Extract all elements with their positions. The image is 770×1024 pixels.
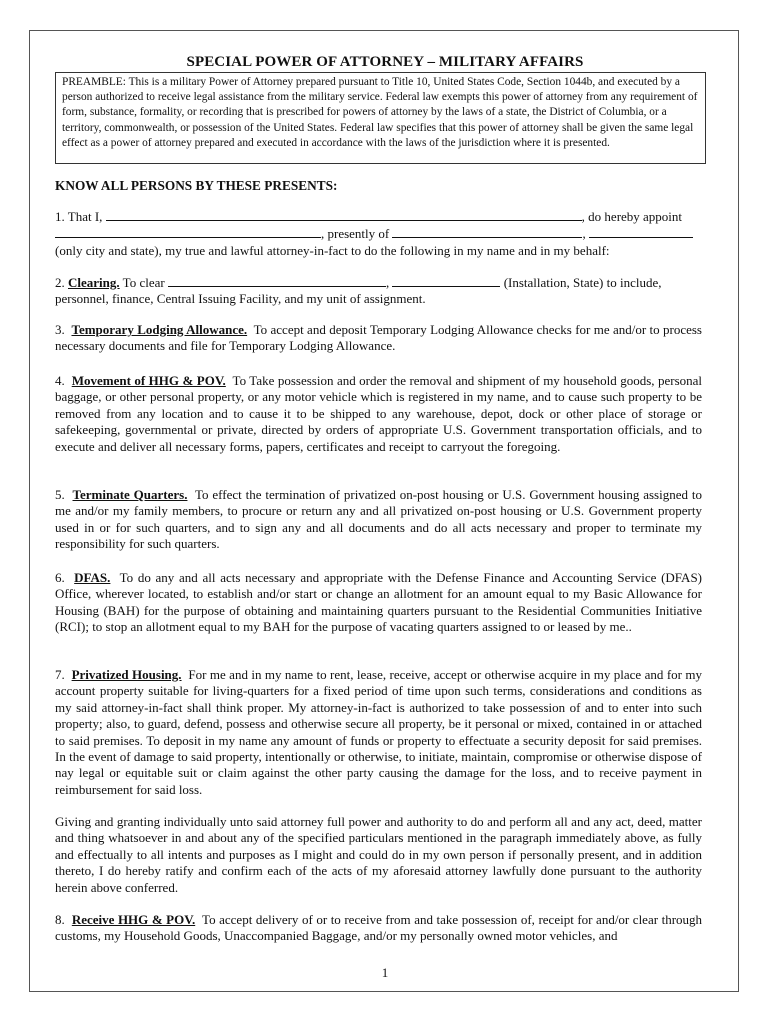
p5-heading: Terminate Quarters. xyxy=(72,487,188,502)
installation-field[interactable] xyxy=(168,274,386,287)
p6-heading: DFAS. xyxy=(74,570,111,585)
p4-text: To Take possession and order the removal and shipment of my household goods, personal baggage, or other personal property, or any motor vehicle which is registered in my name, and to cause such property to be removed from any location and to cause it to be shipped to any warehouse, depot, dock or other place of storage or safekeeping, governmental or private, directed by orders of appropriate U.S. Government transportation officials, and to execute and deliver all necessary forms, papers, certificates and receipt to carryout the foregoing. xyxy=(55,373,703,454)
p8-heading: Receive HHG & POV. xyxy=(71,912,196,927)
p2-text-b: , xyxy=(385,275,390,290)
paragraph-3 xyxy=(55,322,702,355)
p6-number: 6. xyxy=(55,570,65,585)
granting-paragraph: Giving and granting individually unto said attorney full power and authority to do and perform all and any act, deed, matter and thing whatsoever in and about any of the specified particulars mentioned in the paragraph immediately above, as fully and effectually to all intents and purposes as I might and could do in my own person if personally present, and in addition thereto, I do hereby ratify and confirm each of the acts of my aforesaid attorney lawfully done pursuant to the authority herein above conferred. xyxy=(55,814,702,895)
p2-text-c: (Installation, State) to include, xyxy=(503,275,662,290)
paragraph-1-line-2 xyxy=(55,225,702,242)
attorney-city-field[interactable] xyxy=(392,225,582,238)
p4-number: 4. xyxy=(55,373,65,388)
p3-heading: Temporary Lodging Allowance. xyxy=(71,322,248,337)
p5-text: To effect the termination of privatized on-post housing or U.S. Government housing assigned to me and/or my family members, to procure or return any and all privatized on-post housing or U.S. Government property used in or for such quarters, and to sign any and all documents and do all acts necessary and proper to terminate my responsibility for such quarters. xyxy=(55,487,702,552)
p7-text: For me and in my name to rent, lease, receive, accept or otherwise acquire in my place and for my account property suitable for living-quarters for a fixed period of time upon such terms, considerations and conditions as my said attorney-in-fact shall think proper. My attorney-in-fact is authorized to take possession of and to enter into such property; also, to guard, defend, possess and otherwise secure all property, be it personal or mixed, contained in or attached to said premises. To deposit in my name any amount of funds or property to effectuate a security deposit for said premises. In the event of damage to said property, intentionally or otherwise, to initiate, maintain, compromise or otherwise dispose of nay legal or equitable suit or claim against the other party causing the damage for the loss, and to receive payment in reimbursement for said loss. xyxy=(55,667,703,797)
p8-number: 8. xyxy=(55,912,65,927)
state-field[interactable] xyxy=(392,274,500,287)
p3-number: 3. xyxy=(55,322,65,337)
paragraph-2-line-1 xyxy=(55,274,702,291)
paragraph-1-line-3: (only city and state), my true and lawful attorney-in-fact to do the following in my name and in my behalf: xyxy=(55,242,610,258)
know-all-heading: KNOW ALL PERSONS BY THESE PRESENTS: xyxy=(55,178,338,193)
paragraph-4 xyxy=(55,373,702,455)
p1-text-a: 1. That I, xyxy=(55,209,103,224)
paragraph-2 xyxy=(55,274,702,308)
paragraph-2-line-2: personnel, finance, Central Issuing Facility, and my unit of assignment. xyxy=(55,291,426,307)
paragraph-7 xyxy=(55,667,702,798)
p2-text-a: To clear xyxy=(122,275,165,290)
p8-text: To accept delivery of or to receive from and take possession of, receipt for and/or clear through customs, my Household Goods, Unaccompanied Baggage, and/or my personally owned motor vehicles, and xyxy=(55,912,703,944)
page-number: 1 xyxy=(381,965,389,980)
p7-number: 7. xyxy=(55,667,65,682)
attorney-name-field[interactable] xyxy=(55,225,321,238)
paragraph-8 xyxy=(55,912,702,945)
p7-heading: Privatized Housing. xyxy=(71,667,182,682)
grantor-name-field[interactable] xyxy=(106,208,582,221)
p3-text: To accept and deposit Temporary Lodging Allowance checks for me and/or to process necessary documents and file for Temporary Lodging Allowance. xyxy=(55,322,702,354)
p1-text-b: , do hereby appoint xyxy=(581,209,683,224)
p1-text-c: , presently of xyxy=(321,226,390,242)
p4-heading: Movement of HHG & POV. xyxy=(71,373,226,388)
p5-number: 5. xyxy=(55,487,65,502)
p1-text-d: , xyxy=(582,226,586,242)
p2-heading: Clearing. xyxy=(68,275,120,290)
preamble-box: PREAMBLE: This is a military Power of Attorney prepared pursuant to Title 10, United States Code, Section 1044b, and executed by a person authorized to receive legal assistance from the military service. Federal law exempts this power of attorney from any requirement of form, substance, formality, or recording that is prescribed for powers of attorney by the laws of a state, the District of Columbia, or a territory, commonwealth, or possession of the United States. Federal law specifies that this power of attorney shall be given the same legal effect as a power of attorney prepared and executed in accordance with the laws of the jurisdiction where it is presented. xyxy=(55,72,706,164)
attorney-state-field[interactable] xyxy=(589,225,693,238)
paragraph-6 xyxy=(55,570,702,636)
p2-number: 2. xyxy=(55,275,65,290)
paragraph-5 xyxy=(55,487,702,553)
document-title: SPECIAL POWER OF ATTORNEY – MILITARY AFFAIRS xyxy=(186,54,584,70)
p6-text: To do any and all acts necessary and appropriate with the Defense Finance and Accounting Service (DFAS) Office, wherever located, to establish and/or start or change an allotment for an amount equal to my Basic Allowance for Housing (BAH) for the purpose of obtaining and maintaining quarters pursuant to the Residential Communities Initiative (RCI); to stop an allotment equal to my BAH for the purpose of vacating quarters assigned to or leased by me.. xyxy=(55,570,703,635)
paragraph-1-line-1 xyxy=(55,208,702,225)
paragraph-1 xyxy=(55,208,702,259)
